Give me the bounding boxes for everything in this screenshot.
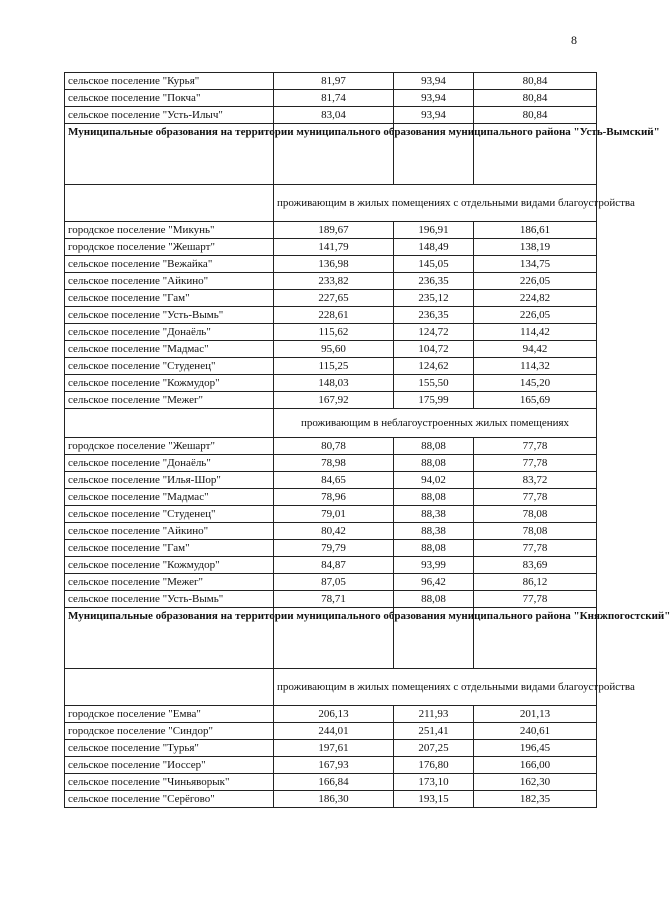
value-2-cell: 211,93 [394,706,474,723]
value-3-cell: 166,00 [474,757,597,774]
settlement-name-cell: сельское поселение "Айкино" [65,523,274,540]
table-row [65,540,597,557]
value-2-cell: 155,50 [394,375,474,392]
value-1-cell: 84,87 [274,557,394,574]
value-2-cell: 88,08 [394,438,474,455]
value-3-cell: 77,78 [474,591,597,608]
tariff-table [64,72,670,808]
value-1-cell: 228,61 [274,307,394,324]
value-3-cell: 162,30 [474,774,597,791]
value-3-cell: 80,84 [474,107,597,124]
value-1-cell: 148,03 [274,375,394,392]
group-title: Муниципальные образования на территории муниципального образования муниципального района "Княжпогостский" [65,608,274,669]
value-1-cell: 80,78 [274,438,394,455]
settlement-name-cell: городское поселение "Жешарт" [65,438,274,455]
table-row [65,73,597,90]
table-row [65,273,597,290]
settlement-name-cell: сельское поселение "Турья" [65,740,274,757]
table-row [65,290,597,307]
value-2-cell: 145,05 [394,256,474,273]
value-3-cell: 77,78 [474,540,597,557]
value-3-cell: 77,78 [474,438,597,455]
value-3-cell: 94,42 [474,341,597,358]
value-2-cell: 88,08 [394,455,474,472]
value-2-cell: 124,72 [394,324,474,341]
table-row [65,723,597,740]
value-3-cell: 138,19 [474,239,597,256]
value-1-cell: 244,01 [274,723,394,740]
value-1-cell: 206,13 [274,706,394,723]
value-3-cell: 182,35 [474,791,597,808]
table-row [65,324,597,341]
settlement-name-cell: сельское поселение "Кожмудор" [65,557,274,574]
value-2-cell: 173,10 [394,774,474,791]
value-2-cell: 193,15 [394,791,474,808]
table-row [65,358,597,375]
table-row [65,256,597,273]
value-1-cell: 83,04 [274,107,394,124]
settlement-name-cell: сельское поселение "Покча" [65,90,274,107]
settlement-name-cell: сельское поселение "Усть-Вымь" [65,307,274,324]
settlement-name-cell: сельское поселение "Усть-Вымь" [65,591,274,608]
group-header-row [65,124,597,185]
value-3-cell: 145,20 [474,375,597,392]
value-3-cell: 224,82 [474,290,597,307]
value-1-cell: 115,62 [274,324,394,341]
value-3-cell: 114,32 [474,358,597,375]
value-1-cell: 95,60 [274,341,394,358]
value-3-cell: 78,08 [474,506,597,523]
value-3-cell: 83,72 [474,472,597,489]
value-3-cell: 165,69 [474,392,597,409]
table-row [65,375,597,392]
settlement-name-cell: городское поселение "Синдор" [65,723,274,740]
table-row [65,774,597,791]
value-1-cell: 197,61 [274,740,394,757]
value-1-cell: 233,82 [274,273,394,290]
value-3-cell: 226,05 [474,307,597,324]
value-2-cell: 88,38 [394,523,474,540]
settlement-name-cell: сельское поселение "Донаёль" [65,455,274,472]
value-2-cell: 93,94 [394,90,474,107]
value-2-cell: 175,99 [394,392,474,409]
table-row [65,107,597,124]
value-2-cell: 236,35 [394,273,474,290]
value-2-cell: 96,42 [394,574,474,591]
empty-cell [65,185,274,222]
table-row [65,222,597,239]
value-1-cell: 81,74 [274,90,394,107]
value-1-cell: 78,98 [274,455,394,472]
value-2-cell: 251,41 [394,723,474,740]
value-3-cell: 201,13 [474,706,597,723]
settlement-name-cell: сельское поселение "Студенец" [65,506,274,523]
table-row [65,791,597,808]
settlement-name-cell: сельское поселение "Гам" [65,290,274,307]
subsection-row [65,669,597,706]
table-row [65,392,597,409]
table-row [65,523,597,540]
value-1-cell: 189,67 [274,222,394,239]
value-1-cell: 80,42 [274,523,394,540]
value-2-cell: 88,08 [394,540,474,557]
value-3-cell: 80,84 [474,90,597,107]
value-2-cell: 93,94 [394,73,474,90]
value-1-cell: 167,92 [274,392,394,409]
settlement-name-cell: городское поселение "Микунь" [65,222,274,239]
value-1-cell: 78,71 [274,591,394,608]
settlement-name-cell: сельское поселение "Донаёль" [65,324,274,341]
settlement-name-cell: сельское поселение "Иоссер" [65,757,274,774]
value-2-cell: 236,35 [394,307,474,324]
subsection-label: проживающим в неблагоустроенных жилых помещениях [274,409,597,438]
value-1-cell: 186,30 [274,791,394,808]
value-3-cell: 77,78 [474,489,597,506]
table-row [65,574,597,591]
value-3-cell: 114,42 [474,324,597,341]
value-1-cell: 141,79 [274,239,394,256]
value-1-cell: 227,65 [274,290,394,307]
settlement-name-cell: сельское поселение "Мадмас" [65,489,274,506]
value-2-cell: 124,62 [394,358,474,375]
settlement-name-cell: сельское поселение "Усть-Илыч" [65,107,274,124]
table-row [65,307,597,324]
empty-cell [65,669,274,706]
value-2-cell: 93,94 [394,107,474,124]
value-2-cell: 148,49 [394,239,474,256]
table-row [65,438,597,455]
value-3-cell: 86,12 [474,574,597,591]
value-1-cell: 81,97 [274,73,394,90]
settlement-name-cell: сельское поселение "Курья" [65,73,274,90]
table-body [65,73,670,808]
subsection-label: проживающим в жилых помещениях с отдельными видами благоустройства [274,669,597,706]
page-number: 8 [571,33,577,47]
value-1-cell: 79,79 [274,540,394,557]
table-row [65,757,597,774]
settlement-name-cell: сельское поселение "Илья-Шор" [65,472,274,489]
value-1-cell: 78,96 [274,489,394,506]
settlement-name-cell: городское поселение "Емва" [65,706,274,723]
value-3-cell: 196,45 [474,740,597,757]
settlement-name-cell: сельское поселение "Межег" [65,392,274,409]
table-row [65,489,597,506]
value-3-cell: 80,84 [474,73,597,90]
settlement-name-cell: сельское поселение "Айкино" [65,273,274,290]
value-1-cell: 166,84 [274,774,394,791]
settlement-name-cell: сельское поселение "Гам" [65,540,274,557]
value-2-cell: 93,99 [394,557,474,574]
group-title: Муниципальные образования на территории муниципального образования муниципального района "Усть-Вымский" [65,124,274,185]
value-1-cell: 87,05 [274,574,394,591]
value-1-cell: 79,01 [274,506,394,523]
settlement-name-cell: сельское поселение "Студенец" [65,358,274,375]
value-2-cell: 235,12 [394,290,474,307]
value-2-cell: 88,08 [394,591,474,608]
settlement-name-cell: сельское поселение "Серёгово" [65,791,274,808]
table-row [65,506,597,523]
table-row [65,740,597,757]
value-2-cell: 94,02 [394,472,474,489]
empty-cell [65,409,274,438]
value-2-cell: 88,38 [394,506,474,523]
value-1-cell: 136,98 [274,256,394,273]
value-3-cell: 226,05 [474,273,597,290]
settlement-name-cell: сельское поселение "Чиньяворык" [65,774,274,791]
settlement-name-cell: сельское поселение "Кожмудор" [65,375,274,392]
table-row [65,341,597,358]
subsection-row [65,185,597,222]
table-row [65,455,597,472]
value-3-cell: 240,61 [474,723,597,740]
subsection-row [65,409,597,438]
settlement-name-cell: городское поселение "Жешарт" [65,239,274,256]
group-header-row [65,608,597,669]
table-row [65,472,597,489]
value-3-cell: 78,08 [474,523,597,540]
value-1-cell: 84,65 [274,472,394,489]
table-row [65,90,597,107]
settlement-name-cell: сельское поселение "Межег" [65,574,274,591]
value-3-cell: 134,75 [474,256,597,273]
table-row [65,591,597,608]
value-2-cell: 176,80 [394,757,474,774]
value-2-cell: 104,72 [394,341,474,358]
value-2-cell: 88,08 [394,489,474,506]
value-1-cell: 115,25 [274,358,394,375]
settlement-name-cell: сельское поселение "Мадмас" [65,341,274,358]
table-row [65,557,597,574]
value-1-cell: 167,93 [274,757,394,774]
value-2-cell: 196,91 [394,222,474,239]
value-3-cell: 77,78 [474,455,597,472]
subsection-label: проживающим в жилых помещениях с отдельными видами благоустройства [274,185,597,222]
value-3-cell: 83,69 [474,557,597,574]
value-3-cell: 186,61 [474,222,597,239]
table-row [65,706,597,723]
table-row [65,239,597,256]
value-2-cell: 207,25 [394,740,474,757]
settlement-name-cell: сельское поселение "Вежайка" [65,256,274,273]
